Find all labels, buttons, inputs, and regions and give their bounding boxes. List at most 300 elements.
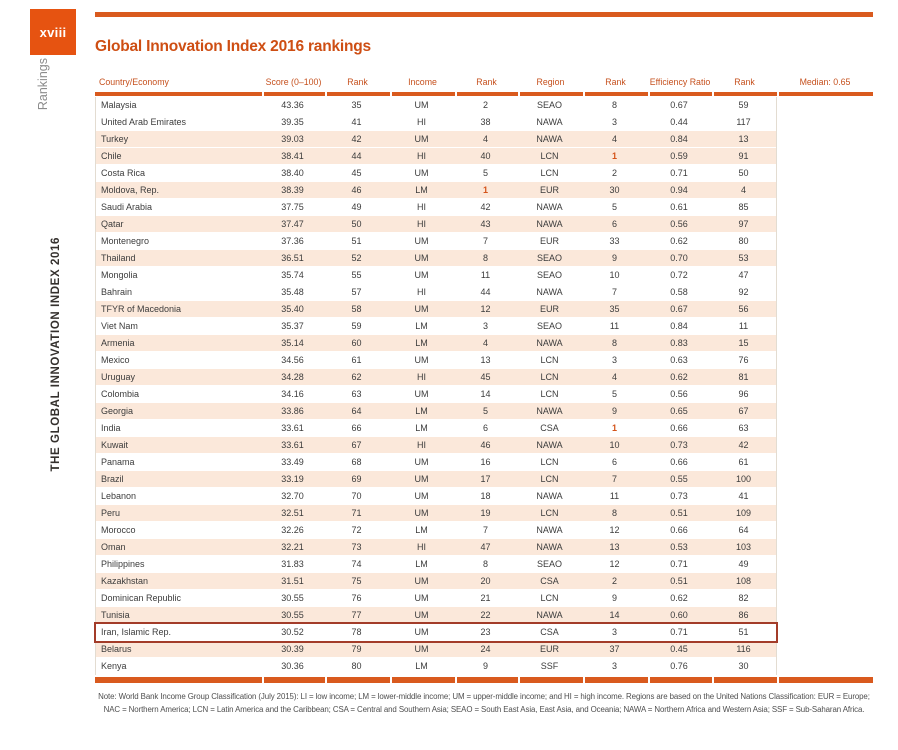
income-cell: UM — [414, 491, 429, 501]
efficiency-ratio-cell: 0.66 — [670, 423, 688, 433]
rule-segment — [779, 677, 873, 683]
score-cell: 30.55 — [281, 610, 304, 620]
region-cell: NAWA — [536, 542, 563, 552]
score-cell: 31.83 — [281, 559, 304, 569]
country-cell: Dominican Republic — [101, 593, 182, 603]
overall-rank-cell: 79 — [351, 644, 362, 654]
efficiency-rank-cell: 61 — [738, 457, 749, 467]
efficiency-ratio-cell: 0.55 — [670, 474, 688, 484]
efficiency-rank-cell: 108 — [735, 576, 752, 586]
region-rank-cell: 9 — [611, 593, 617, 603]
table-row — [96, 573, 776, 590]
efficiency-ratio-cell: 0.73 — [670, 440, 688, 450]
table-row — [96, 488, 776, 505]
efficiency-rank-cell: 92 — [738, 287, 749, 297]
table-row — [96, 658, 776, 675]
table-row — [96, 165, 776, 182]
region-rank-cell: 8 — [611, 338, 617, 348]
efficiency-rank-cell: 4 — [740, 185, 746, 195]
score-cell: 38.40 — [281, 168, 304, 178]
column-header: Efficiency Ratio — [649, 77, 711, 87]
income-rank-cell: 43 — [480, 219, 491, 229]
page-content — [95, 0, 873, 750]
income-rank-cell: 42 — [480, 202, 491, 212]
region-rank-cell: 3 — [611, 117, 617, 127]
score-cell: 32.21 — [281, 542, 304, 552]
income-rank-cell: 13 — [480, 355, 491, 365]
rule-segment — [95, 677, 262, 683]
income-cell: UM — [414, 610, 429, 620]
region-rank-cell: 5 — [611, 389, 617, 399]
overall-rank-cell: 75 — [351, 576, 362, 586]
score-cell: 38.39 — [281, 185, 304, 195]
country-cell: Kenya — [101, 661, 127, 671]
overall-rank-cell: 68 — [351, 457, 362, 467]
income-cell: UM — [414, 134, 429, 144]
region-rank-cell: 1 — [611, 423, 617, 433]
income-rank-cell: 7 — [482, 236, 488, 246]
income-rank-cell: 3 — [482, 321, 488, 331]
income-rank-cell: 24 — [480, 644, 491, 654]
table-row — [96, 335, 776, 352]
column-header: Country/Economy — [99, 77, 169, 87]
overall-rank-cell: 52 — [351, 253, 362, 263]
efficiency-ratio-cell: 0.94 — [670, 185, 688, 195]
country-cell: Mexico — [101, 355, 130, 365]
efficiency-rank-cell: 59 — [738, 100, 749, 110]
country-cell: Iran, Islamic Rep. — [101, 627, 172, 637]
efficiency-ratio-cell: 0.60 — [670, 610, 688, 620]
income-cell: LM — [415, 406, 428, 416]
table-row — [96, 301, 776, 318]
income-cell: UM — [414, 168, 429, 178]
efficiency-ratio-cell: 0.84 — [670, 321, 688, 331]
income-rank-cell: 44 — [480, 287, 491, 297]
overall-rank-cell: 57 — [351, 287, 362, 297]
income-rank-cell: 19 — [480, 508, 491, 518]
region-rank-cell: 30 — [609, 185, 620, 195]
overall-rank-cell: 72 — [351, 525, 362, 535]
efficiency-ratio-cell: 0.44 — [670, 117, 688, 127]
rule-segment — [327, 677, 390, 683]
region-rank-cell: 1 — [611, 151, 617, 161]
income-rank-cell: 1 — [482, 185, 488, 195]
region-rank-cell: 10 — [609, 440, 620, 450]
overall-rank-cell: 60 — [351, 338, 362, 348]
income-rank-cell: 22 — [480, 610, 491, 620]
table-row — [96, 233, 776, 250]
region-rank-cell: 11 — [609, 491, 620, 501]
rule-segment — [520, 92, 583, 96]
score-cell: 30.39 — [281, 644, 304, 654]
income-cell: UM — [414, 253, 429, 263]
sidebar-section-label: Rankings — [36, 58, 50, 111]
income-rank-cell: 4 — [482, 338, 488, 348]
efficiency-rank-cell: 103 — [735, 542, 752, 552]
efficiency-rank-cell: 53 — [738, 253, 749, 263]
efficiency-rank-cell: 100 — [735, 474, 752, 484]
overall-rank-cell: 71 — [351, 508, 362, 518]
median-label: Median: 0.65 — [799, 77, 851, 87]
table-row — [96, 607, 776, 624]
region-rank-cell: 4 — [611, 372, 617, 382]
table-row — [96, 386, 776, 403]
income-cell: HI — [417, 117, 426, 127]
country-cell: Costa Rica — [101, 168, 146, 178]
overall-rank-cell: 77 — [351, 610, 362, 620]
region-cell: EUR — [539, 185, 559, 195]
efficiency-ratio-cell: 0.73 — [670, 491, 688, 501]
country-cell: Lebanon — [101, 491, 137, 501]
overall-rank-cell: 59 — [351, 321, 362, 331]
rule-segment — [585, 92, 648, 96]
overall-rank-cell: 44 — [351, 151, 362, 161]
efficiency-ratio-cell: 0.72 — [670, 270, 688, 280]
income-cell: LM — [415, 559, 428, 569]
income-rank-cell: 45 — [480, 372, 491, 382]
efficiency-rank-cell: 109 — [735, 508, 752, 518]
country-cell: United Arab Emirates — [101, 117, 187, 127]
region-cell: SEAO — [536, 270, 562, 280]
overall-rank-cell: 69 — [351, 474, 362, 484]
efficiency-ratio-cell: 0.71 — [670, 627, 688, 637]
income-rank-cell: 2 — [482, 100, 488, 110]
income-cell: UM — [414, 576, 429, 586]
region-rank-cell: 3 — [611, 355, 617, 365]
region-cell: SEAO — [536, 100, 562, 110]
region-cell: NAWA — [536, 117, 563, 127]
efficiency-ratio-cell: 0.61 — [670, 202, 688, 212]
rule-segment — [264, 677, 325, 683]
efficiency-ratio-cell: 0.58 — [670, 287, 688, 297]
score-cell: 35.40 — [281, 304, 304, 314]
efficiency-rank-cell: 117 — [736, 117, 751, 127]
overall-rank-cell: 45 — [351, 168, 362, 178]
region-rank-cell: 9 — [611, 406, 617, 416]
region-rank-cell: 11 — [609, 321, 620, 331]
income-rank-cell: 18 — [480, 491, 491, 501]
income-cell: UM — [414, 474, 429, 484]
column-header: Score (0–100) — [265, 77, 322, 87]
efficiency-ratio-cell: 0.67 — [670, 304, 688, 314]
efficiency-ratio-cell: 0.56 — [670, 389, 688, 399]
efficiency-ratio-cell: 0.84 — [670, 134, 688, 144]
efficiency-rank-cell: 81 — [738, 372, 749, 382]
efficiency-ratio-cell: 0.51 — [670, 508, 688, 518]
region-cell: EUR — [539, 304, 559, 314]
efficiency-ratio-cell: 0.70 — [670, 253, 688, 263]
income-cell: UM — [414, 627, 429, 637]
country-cell: Saudi Arabia — [101, 202, 153, 212]
region-cell: NAWA — [536, 610, 563, 620]
region-cell: NAWA — [536, 406, 563, 416]
efficiency-rank-cell: 11 — [738, 321, 749, 331]
efficiency-rank-cell: 41 — [738, 491, 749, 501]
income-cell: LM — [415, 423, 428, 433]
region-cell: LCN — [540, 457, 559, 467]
table-row — [96, 284, 776, 301]
score-cell: 35.48 — [281, 287, 304, 297]
table-row — [96, 148, 776, 165]
region-rank-cell: 37 — [609, 644, 620, 654]
score-cell: 33.61 — [281, 440, 304, 450]
income-cell: UM — [414, 236, 429, 246]
overall-rank-cell: 49 — [351, 202, 362, 212]
region-rank-cell: 14 — [609, 610, 620, 620]
efficiency-ratio-cell: 0.51 — [670, 576, 688, 586]
region-cell: LCN — [540, 389, 559, 399]
efficiency-rank-cell: 47 — [738, 270, 749, 280]
table-row — [96, 199, 776, 216]
table-row — [96, 437, 776, 454]
region-rank-cell: 33 — [609, 236, 620, 246]
efficiency-ratio-cell: 0.65 — [670, 406, 688, 416]
efficiency-ratio-cell: 0.56 — [670, 219, 688, 229]
income-rank-cell: 12 — [480, 304, 491, 314]
efficiency-rank-cell: 56 — [738, 304, 749, 314]
country-cell: Colombia — [101, 389, 140, 399]
income-cell: HI — [417, 372, 426, 382]
income-cell: HI — [417, 542, 426, 552]
region-rank-cell: 9 — [611, 253, 617, 263]
efficiency-ratio-cell: 0.71 — [670, 168, 688, 178]
column-header: Region — [536, 77, 565, 87]
overall-rank-cell: 61 — [351, 355, 362, 365]
country-cell: Armenia — [101, 338, 135, 348]
region-cell: SSF — [540, 661, 559, 671]
region-cell: SEAO — [536, 559, 562, 569]
country-cell: Panama — [101, 457, 135, 467]
income-rank-cell: 5 — [482, 168, 488, 178]
income-rank-cell: 14 — [480, 389, 491, 399]
score-cell: 35.74 — [281, 270, 304, 280]
header-rule — [95, 92, 873, 96]
table-row — [96, 318, 776, 335]
country-cell: Belarus — [101, 644, 132, 654]
efficiency-rank-cell: 30 — [738, 661, 749, 671]
score-cell: 35.14 — [281, 338, 304, 348]
overall-rank-cell: 76 — [351, 593, 362, 603]
country-cell: Thailand — [101, 253, 136, 263]
region-cell: CSA — [540, 576, 559, 586]
income-cell: UM — [414, 304, 429, 314]
table-row — [96, 267, 776, 284]
country-cell: Tunisia — [101, 610, 130, 620]
footnote-line-1: Note: World Bank Income Group Classification (July 2015): LI = low income; LM = lower-middle income; UM = upper-middle income; and HI = high income. Regions are based on the United Nations Classification: EUR = Europe; — [98, 692, 870, 701]
table-row — [96, 505, 776, 522]
region-cell: CSA — [540, 627, 559, 637]
score-cell: 36.51 — [281, 253, 304, 263]
table-row — [96, 539, 776, 556]
column-header: Rank — [734, 77, 755, 87]
income-cell: LM — [415, 661, 428, 671]
efficiency-rank-cell: 91 — [738, 151, 749, 161]
efficiency-ratio-cell: 0.45 — [670, 644, 688, 654]
efficiency-rank-cell: 97 — [738, 219, 749, 229]
region-rank-cell: 3 — [611, 627, 617, 637]
rankings-table-body — [95, 97, 777, 675]
score-cell: 33.86 — [281, 406, 304, 416]
income-cell: LM — [415, 321, 428, 331]
income-rank-cell: 38 — [480, 117, 491, 127]
overall-rank-cell: 51 — [351, 236, 362, 246]
overall-rank-cell: 46 — [351, 185, 362, 195]
score-cell: 30.55 — [281, 593, 304, 603]
income-cell: UM — [414, 593, 429, 603]
efficiency-ratio-cell: 0.71 — [670, 559, 688, 569]
income-cell: HI — [417, 151, 426, 161]
country-cell: Kuwait — [101, 440, 129, 450]
bottom-rule — [95, 677, 873, 683]
country-cell: Georgia — [101, 406, 134, 416]
region-rank-cell: 7 — [611, 287, 617, 297]
table-row — [96, 454, 776, 471]
overall-rank-cell: 63 — [351, 389, 362, 399]
income-cell: UM — [414, 644, 429, 654]
country-cell: Malaysia — [101, 100, 137, 110]
score-cell: 34.28 — [281, 372, 304, 382]
country-cell: Viet Nam — [101, 321, 138, 331]
income-cell: HI — [417, 219, 426, 229]
region-cell: CSA — [540, 423, 559, 433]
region-cell: EUR — [539, 236, 559, 246]
income-cell: LM — [415, 525, 428, 535]
column-header: Rank — [605, 77, 626, 87]
region-cell: NAWA — [536, 202, 563, 212]
region-cell: NAWA — [536, 219, 563, 229]
overall-rank-cell: 78 — [351, 627, 362, 637]
efficiency-rank-cell: 96 — [738, 389, 749, 399]
income-rank-cell: 7 — [482, 525, 488, 535]
country-cell: Uruguay — [101, 372, 136, 382]
overall-rank-cell: 70 — [351, 491, 362, 501]
income-rank-cell: 21 — [480, 593, 491, 603]
income-rank-cell: 17 — [480, 474, 491, 484]
overall-rank-cell: 73 — [351, 542, 362, 552]
column-header: Income — [408, 77, 437, 87]
table-row — [96, 369, 776, 386]
score-cell: 30.36 — [281, 661, 304, 671]
income-cell: HI — [417, 287, 426, 297]
country-cell: TFYR of Macedonia — [101, 304, 182, 314]
overall-rank-cell: 74 — [351, 559, 362, 569]
footnote-line-2: NAC = Northern America; LCN = Latin America and the Caribbean; CSA = Central and Southern Asia; SEAO = South East Asia, East Asia, and Oceania; NAWA = Northern Africa and Western Asia; SSF = Sub-Saharan Africa. — [103, 704, 865, 714]
region-cell: NAWA — [536, 525, 563, 535]
efficiency-rank-cell: 42 — [738, 440, 749, 450]
region-rank-cell: 5 — [611, 202, 617, 212]
region-rank-cell: 7 — [611, 474, 617, 484]
table-header-row — [95, 70, 873, 91]
efficiency-ratio-cell: 0.62 — [670, 236, 688, 246]
score-cell: 34.16 — [281, 389, 304, 399]
efficiency-rank-cell: 13 — [738, 134, 749, 144]
income-rank-cell: 20 — [480, 576, 491, 586]
region-rank-cell: 12 — [609, 525, 620, 535]
income-rank-cell: 40 — [480, 151, 491, 161]
region-rank-cell: 8 — [611, 508, 617, 518]
efficiency-rank-cell: 86 — [738, 610, 749, 620]
table-row — [96, 250, 776, 267]
overall-rank-cell: 58 — [351, 304, 362, 314]
rule-segment — [457, 677, 518, 683]
column-header: Rank — [476, 77, 497, 87]
income-cell: UM — [414, 270, 429, 280]
income-cell: HI — [417, 202, 426, 212]
table-row — [96, 114, 776, 131]
efficiency-ratio-cell: 0.53 — [670, 542, 688, 552]
country-cell: Oman — [101, 542, 126, 552]
region-cell: NAWA — [536, 338, 563, 348]
efficiency-ratio-cell: 0.59 — [670, 151, 688, 161]
overall-rank-cell: 62 — [351, 372, 362, 382]
efficiency-rank-cell: 49 — [738, 559, 749, 569]
region-rank-cell: 6 — [611, 219, 617, 229]
score-cell: 33.19 — [281, 474, 304, 484]
income-rank-cell: 46 — [480, 440, 491, 450]
score-cell: 39.35 — [281, 117, 304, 127]
efficiency-rank-cell: 82 — [738, 593, 749, 603]
rule-segment — [714, 677, 777, 683]
table-row — [96, 641, 776, 658]
table-row — [96, 352, 776, 369]
rule-segment — [392, 677, 455, 683]
overall-rank-cell: 66 — [351, 423, 362, 433]
efficiency-rank-cell: 50 — [738, 168, 749, 178]
rule-segment — [650, 677, 712, 683]
efficiency-ratio-cell: 0.76 — [670, 661, 688, 671]
efficiency-ratio-cell: 0.66 — [670, 525, 688, 535]
region-rank-cell: 13 — [609, 542, 620, 552]
income-cell: LM — [415, 185, 428, 195]
income-cell: UM — [414, 457, 429, 467]
overall-rank-cell: 41 — [351, 117, 362, 127]
score-cell: 33.61 — [281, 423, 304, 433]
efficiency-rank-cell: 64 — [738, 525, 749, 535]
score-cell: 38.41 — [281, 151, 304, 161]
region-cell: NAWA — [536, 491, 563, 501]
efficiency-rank-cell: 67 — [738, 406, 749, 416]
country-cell: Qatar — [101, 219, 124, 229]
income-rank-cell: 9 — [482, 661, 488, 671]
table-row — [96, 403, 776, 420]
country-cell: Kazakhstan — [101, 576, 149, 586]
income-rank-cell: 5 — [482, 406, 488, 416]
income-rank-cell: 11 — [480, 270, 491, 280]
table-row — [96, 182, 776, 199]
income-cell: UM — [414, 100, 429, 110]
column-header: Rank — [347, 77, 368, 87]
efficiency-ratio-cell: 0.63 — [670, 355, 688, 365]
country-cell: Morocco — [101, 525, 136, 535]
table-row — [96, 420, 776, 437]
income-rank-cell: 8 — [482, 559, 488, 569]
region-cell: LCN — [540, 474, 559, 484]
income-cell: UM — [414, 508, 429, 518]
efficiency-rank-cell: 51 — [738, 627, 749, 637]
table-row — [96, 471, 776, 488]
income-cell: LM — [415, 338, 428, 348]
table-row — [96, 590, 776, 607]
efficiency-ratio-cell: 0.67 — [670, 100, 688, 110]
efficiency-rank-cell: 80 — [738, 236, 749, 246]
table-row — [96, 624, 776, 641]
rule-segment — [520, 677, 583, 683]
score-cell: 43.36 — [281, 100, 304, 110]
score-cell: 39.03 — [281, 134, 304, 144]
score-cell: 37.36 — [281, 236, 304, 246]
overall-rank-cell: 55 — [351, 270, 362, 280]
efficiency-rank-cell: 63 — [738, 423, 749, 433]
